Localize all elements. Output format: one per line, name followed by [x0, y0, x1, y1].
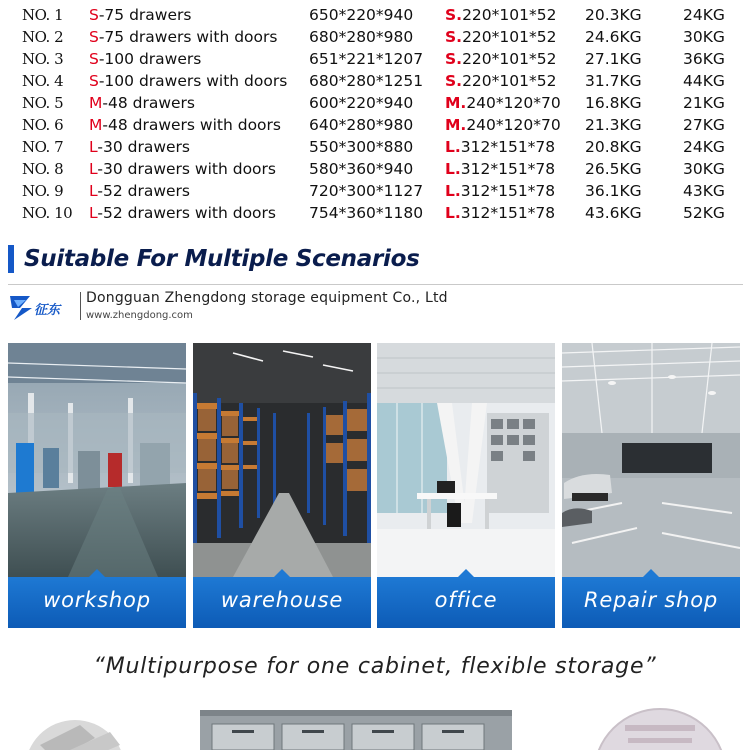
spec-box-size: [445, 92, 561, 114]
company-name: Dongguan Zhengdong storage equipment Co., Ltd: [86, 290, 448, 306]
box-size-code: L.: [445, 182, 461, 200]
spec-model-name: [89, 202, 276, 224]
spec-net-weight: 16.8KG: [585, 94, 642, 112]
box-size-code: M.: [445, 116, 467, 134]
spec-dimensions: 754*360*1180: [309, 204, 424, 222]
scenario-card-repair-shop: [562, 343, 740, 628]
divider: [8, 284, 743, 285]
spec-gross-weight: 43KG: [683, 182, 725, 200]
model-description: -75 drawers with doors: [98, 28, 278, 46]
spec-box-size: [445, 136, 555, 158]
spec-row-number: NO. 4: [22, 72, 64, 90]
spec-gross-weight: 21KG: [683, 94, 725, 112]
box-dimensions: 220*101*52: [462, 50, 557, 68]
box-dimensions: 220*101*52: [462, 72, 557, 90]
scenario-label: workshop: [8, 577, 186, 628]
spec-row-number: NO. 6: [22, 116, 64, 134]
spec-row: [0, 114, 750, 136]
spec-gross-weight: 24KG: [683, 6, 725, 24]
spec-box-size: [445, 114, 561, 136]
box-size-code: L.: [445, 138, 461, 156]
spec-gross-weight: 30KG: [683, 160, 725, 178]
box-size-code: L.: [445, 204, 461, 222]
spec-dimensions: 680*280*980: [309, 28, 414, 46]
spec-gross-weight: 27KG: [683, 116, 725, 134]
spec-model-name: [89, 4, 191, 26]
spec-net-weight: 20.8KG: [585, 138, 642, 156]
model-description: -30 drawers with doors: [97, 160, 276, 178]
box-dimensions: 312*151*78: [460, 182, 556, 200]
spec-net-weight: 24.6KG: [585, 28, 642, 46]
model-description: -52 drawers: [97, 182, 190, 200]
box-size-code: L.: [445, 160, 461, 178]
spec-dimensions: 640*280*980: [309, 116, 414, 134]
spec-net-weight: 26.5KG: [585, 160, 642, 178]
section-title: Suitable For Multiple Scenarios: [24, 246, 420, 272]
spec-gross-weight: 52KG: [683, 204, 725, 222]
spec-row: [0, 180, 750, 202]
box-dimensions: 312*151*78: [460, 204, 556, 222]
heading-accent-bar: [8, 245, 14, 273]
spec-model-name: [89, 70, 287, 92]
spec-net-weight: 21.3KG: [585, 116, 642, 134]
spec-row-number: NO. 8: [22, 160, 64, 178]
spec-dimensions: 600*220*940: [309, 94, 414, 112]
spec-gross-weight: 30KG: [683, 28, 725, 46]
box-dimensions: 240*120*70: [466, 94, 561, 112]
spec-row: [0, 26, 750, 48]
spec-box-size: [445, 158, 555, 180]
screws-thumbnail: [25, 720, 125, 750]
box-dimensions: 220*101*52: [462, 6, 557, 24]
box-size-code: M.: [445, 94, 467, 112]
size-code: S: [89, 28, 99, 46]
size-code: L: [89, 204, 98, 222]
spec-dimensions: 550*300*880: [309, 138, 414, 156]
spec-net-weight: 36.1KG: [585, 182, 642, 200]
spec-row: [0, 70, 750, 92]
warehouse-shelving-photo: [193, 343, 371, 577]
spec-row-number: NO. 7: [22, 138, 64, 156]
model-description: -52 drawers with doors: [97, 204, 276, 222]
spec-row: [0, 48, 750, 70]
size-code: M: [89, 116, 103, 134]
spec-net-weight: 31.7KG: [585, 72, 642, 90]
box-size-code: S.: [445, 50, 463, 68]
spec-row-number: NO. 9: [22, 182, 64, 200]
spec-row: [0, 202, 750, 224]
spec-box-size: [445, 48, 556, 70]
size-code: L: [89, 138, 98, 156]
company-logo: [8, 292, 74, 322]
box-dimensions: 220*101*52: [462, 28, 557, 46]
spec-box-size: [445, 70, 556, 92]
spec-model-name: [89, 136, 190, 158]
box-dimensions: 312*151*78: [460, 138, 556, 156]
logo-text: 征东: [34, 303, 61, 318]
spec-model-name: [89, 48, 201, 70]
size-code: L: [89, 160, 98, 178]
spec-model-name: [89, 26, 277, 48]
company-website: www.zhengdong.com: [86, 310, 193, 321]
spec-model-name: [89, 92, 195, 114]
spec-box-size: [445, 26, 556, 48]
spec-row-number: NO. 1: [22, 6, 64, 24]
parking-garage-photo: [562, 343, 740, 577]
box-dimensions: 312*151*78: [460, 160, 556, 178]
box-size-code: S.: [445, 28, 463, 46]
model-description: -75 drawers: [98, 6, 192, 24]
size-code: S: [89, 72, 99, 90]
logo-divider: [80, 292, 81, 320]
company-band: [8, 288, 743, 328]
spec-gross-weight: 36KG: [683, 50, 725, 68]
spec-net-weight: 27.1KG: [585, 50, 642, 68]
spec-box-size: [445, 180, 555, 202]
cabinet-thumbnail: [200, 710, 512, 750]
product-preview-strip: [0, 690, 750, 750]
model-description: -30 drawers: [97, 138, 190, 156]
spec-net-weight: 43.6KG: [585, 204, 642, 222]
scenario-card-warehouse: [193, 343, 371, 628]
tagline: “Multipurpose for one cabinet, flexible storage”: [93, 654, 657, 679]
spec-dimensions: 680*280*1251: [309, 72, 424, 90]
spec-model-name: [89, 180, 190, 202]
label-card-thumbnail: [594, 709, 726, 750]
spec-row-number: NO. 5: [22, 94, 64, 112]
model-description: -100 drawers: [98, 50, 202, 68]
section-heading: [8, 244, 419, 274]
spec-row-number: NO. 2: [22, 28, 64, 46]
factory-floor-photo: [8, 343, 186, 577]
spec-row-number: NO. 10: [22, 204, 73, 222]
spec-dimensions: 720*300*1127: [309, 182, 424, 200]
office-interior-photo: [377, 343, 555, 577]
size-code: S: [89, 50, 99, 68]
spec-row: [0, 158, 750, 180]
model-description: -100 drawers with doors: [98, 72, 288, 90]
spec-box-size: [445, 202, 555, 224]
scenario-label: office: [377, 577, 555, 628]
spec-dimensions: 580*360*940: [309, 160, 414, 178]
size-code: M: [89, 94, 103, 112]
size-code: S: [89, 6, 99, 24]
spec-row-number: NO. 3: [22, 50, 64, 68]
scenario-label: warehouse: [193, 577, 371, 628]
spec-box-size: [445, 4, 556, 26]
spec-dimensions: 650*220*940: [309, 6, 414, 24]
box-dimensions: 240*120*70: [466, 116, 561, 134]
spec-row: [0, 92, 750, 114]
spec-dimensions: 651*221*1207: [309, 50, 424, 68]
scenario-card-workshop: [8, 343, 186, 628]
spec-net-weight: 20.3KG: [585, 6, 642, 24]
spec-model-name: [89, 158, 276, 180]
model-description: -48 drawers with doors: [102, 116, 281, 134]
spec-row: [0, 136, 750, 158]
spec-gross-weight: 24KG: [683, 138, 725, 156]
scenario-card-office: [377, 343, 555, 628]
spec-gross-weight: 44KG: [683, 72, 725, 90]
scenario-cards: [8, 343, 743, 628]
model-description: -48 drawers: [102, 94, 195, 112]
spec-row: [0, 4, 750, 26]
size-code: L: [89, 182, 98, 200]
spec-model-name: [89, 114, 281, 136]
box-size-code: S.: [445, 72, 463, 90]
scenario-label: Repair shop: [562, 577, 740, 628]
box-size-code: S.: [445, 6, 463, 24]
